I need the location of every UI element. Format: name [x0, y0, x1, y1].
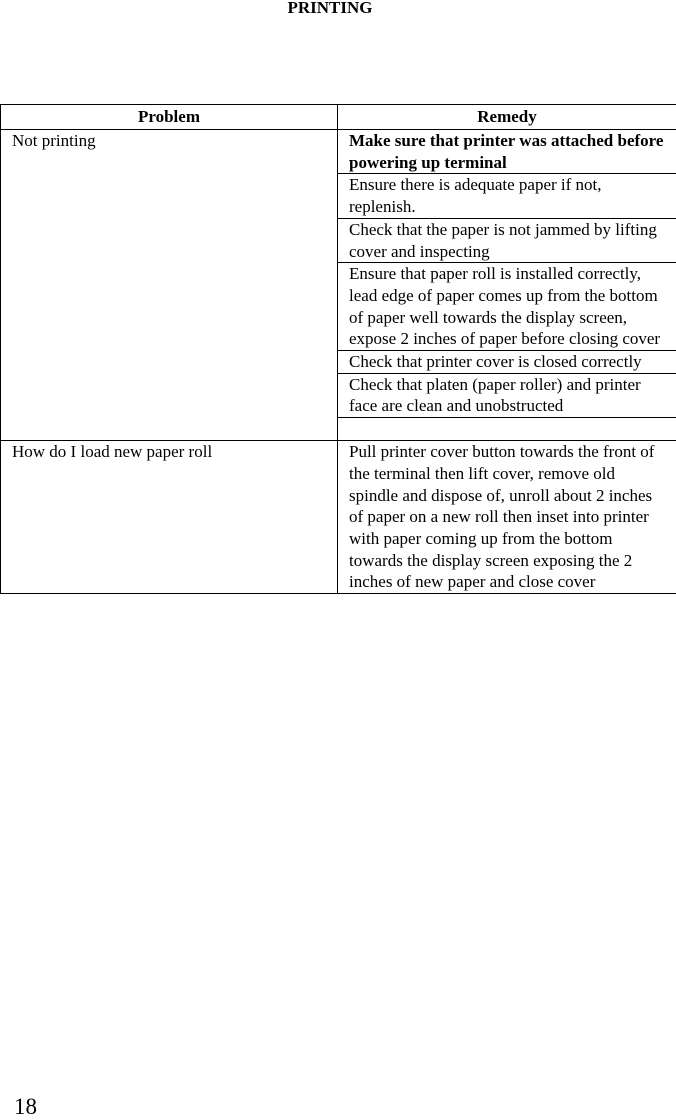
troubleshooting-table	[0, 104, 676, 594]
table-row	[1, 130, 676, 174]
remedy-cell: Check that the paper is not jammed by lifting cover and inspecting	[338, 218, 676, 262]
remedy-cell: Check that printer cover is closed correctly	[338, 351, 676, 374]
page-title: PRINTING	[0, 0, 660, 18]
table-header-row	[1, 105, 676, 130]
page-number: 18	[14, 1094, 37, 1120]
remedy-cell-empty	[338, 418, 676, 441]
problem-cell-load-paper: How do I load new paper roll	[1, 441, 338, 594]
remedy-cell: Pull printer cover button towards the front of the terminal then lift cover, remove old spindle and dispose of, unroll about 2 inches of paper on a new roll then inset into printer with paper coming up from the bottom towards the display screen exposing the 2 inches of new paper and close cover	[338, 441, 676, 594]
problem-cell-not-printing: Not printing	[1, 130, 338, 441]
remedy-cell: Make sure that printer was attached before powering up terminal	[338, 130, 676, 174]
remedy-cell: Check that platen (paper roller) and printer face are clean and unobstructed	[338, 373, 676, 417]
remedy-column-header: Remedy	[338, 105, 676, 130]
problem-column-header: Problem	[1, 105, 338, 130]
remedy-cell: Ensure that paper roll is installed correctly, lead edge of paper comes up from the bottom of paper well towards the display screen, expose 2 inches of paper before closing cover	[338, 263, 676, 351]
table-row	[1, 441, 676, 594]
remedy-cell: Ensure there is adequate paper if not, replenish.	[338, 174, 676, 218]
